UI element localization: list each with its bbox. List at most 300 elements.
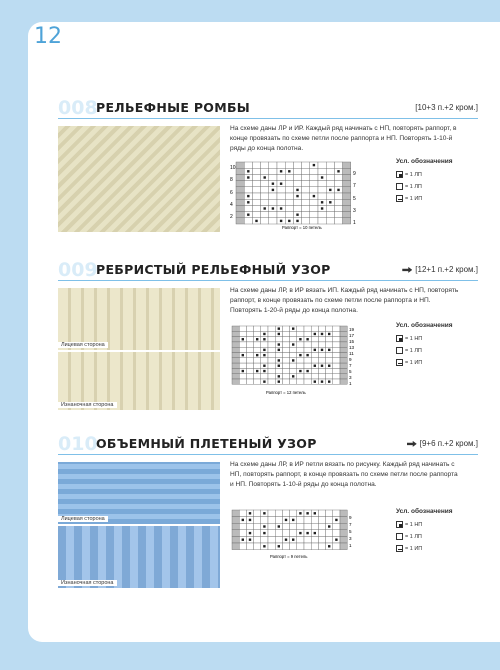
section-number: 008 bbox=[58, 97, 98, 119]
chart-cell bbox=[297, 363, 304, 368]
chart-cell bbox=[290, 530, 297, 537]
legend-title: Усл. обозначения bbox=[396, 508, 453, 515]
chart-cell bbox=[343, 212, 351, 218]
chart-stitch-mark bbox=[328, 380, 330, 382]
chart-stitch-mark bbox=[306, 512, 308, 514]
chart-cell bbox=[261, 193, 269, 199]
chart-cell bbox=[310, 174, 318, 180]
chart-cell bbox=[297, 536, 304, 543]
chart-cell bbox=[326, 218, 334, 224]
chart-cell bbox=[310, 181, 318, 187]
chart-row-label: 13 bbox=[349, 345, 355, 350]
chart-cell bbox=[285, 162, 293, 168]
chart-cell bbox=[246, 331, 253, 336]
chart-cell bbox=[290, 543, 297, 550]
chart-cell bbox=[340, 374, 347, 379]
chart-stitch-mark bbox=[296, 189, 298, 191]
chart-cell bbox=[333, 543, 340, 550]
legend-item: = 1 ИП bbox=[396, 545, 453, 557]
chart-cell bbox=[236, 193, 244, 199]
chart-cell bbox=[232, 363, 239, 368]
chart-cell bbox=[261, 517, 268, 524]
section-description: На схеме даны ЛР, в ИР вязать ИП. Каждый ряд начинать с НП, повторять раппорт, в конце провязать по схеме петли после раппорта и НП. Повторять 1-20-й ряды до конца полотна. bbox=[230, 287, 459, 314]
chart-stitch-mark bbox=[263, 349, 265, 351]
chart-cell bbox=[239, 530, 246, 537]
legend bbox=[396, 322, 453, 371]
chart-cell bbox=[318, 374, 325, 379]
section-title: РЕБРИСТЫЙ РЕЛЬЕФНЫЙ УЗОР bbox=[96, 262, 331, 277]
chart-cell bbox=[275, 353, 282, 358]
chart-cell bbox=[343, 174, 351, 180]
chart-cell bbox=[304, 363, 311, 368]
section-title: ОБЪЕМНЫЙ ПЛЕТЕНЫЙ УЗОР bbox=[96, 436, 317, 451]
chart-cell bbox=[343, 205, 351, 211]
chart-cell bbox=[246, 379, 253, 384]
section-repeat: [12+1 п.+2 кром.] bbox=[402, 265, 478, 274]
blank-cell-icon bbox=[396, 183, 403, 190]
chart-stitch-mark bbox=[278, 365, 280, 367]
chart-cell bbox=[246, 543, 253, 550]
chart-cell bbox=[282, 523, 289, 530]
chart-cell bbox=[261, 374, 268, 379]
chart-cell bbox=[285, 199, 293, 205]
chart-stitch-mark bbox=[242, 370, 244, 372]
chart-stitch-mark bbox=[278, 525, 280, 527]
chart-cell bbox=[302, 168, 310, 174]
section-header bbox=[58, 259, 478, 281]
chart-cell bbox=[232, 523, 239, 530]
chart-row-label: 7 bbox=[353, 183, 356, 189]
chart-cell bbox=[244, 205, 252, 211]
chart-stitch-mark bbox=[314, 380, 316, 382]
chart-cell bbox=[326, 162, 334, 168]
chart-stitch-mark bbox=[292, 539, 294, 541]
chart-cell bbox=[333, 347, 340, 352]
chart-stitch-mark bbox=[321, 207, 323, 209]
section-repeat: [10+3 п.+2 кром.] bbox=[415, 103, 478, 112]
stitch-chart bbox=[230, 508, 360, 565]
legend-item: = 1 ЛП bbox=[396, 533, 453, 545]
chart-stitch-mark bbox=[288, 170, 290, 172]
chart-cell bbox=[343, 187, 351, 193]
chart-cell bbox=[285, 212, 293, 218]
chart-cell bbox=[302, 218, 310, 224]
chart-cell bbox=[254, 374, 261, 379]
chart-cell bbox=[333, 337, 340, 342]
chart-cell bbox=[232, 337, 239, 342]
chart-cell bbox=[293, 168, 301, 174]
chart-cell bbox=[302, 181, 310, 187]
chart-cell bbox=[254, 530, 261, 537]
chart-cell bbox=[318, 510, 325, 517]
chart-cell bbox=[246, 347, 253, 352]
chart-cell bbox=[334, 181, 342, 187]
chart-cell bbox=[244, 162, 252, 168]
chart-cell bbox=[244, 181, 252, 187]
chart-cell bbox=[236, 205, 244, 211]
chart-cell bbox=[310, 187, 318, 193]
chart-cell bbox=[290, 353, 297, 358]
chart-cell bbox=[277, 212, 285, 218]
legend-item: = 1 ИП bbox=[396, 359, 453, 371]
chart-cell bbox=[340, 379, 347, 384]
chart-cell bbox=[326, 342, 333, 347]
chart-cell bbox=[311, 374, 318, 379]
photo-caption: Изнаночная сторона bbox=[58, 402, 117, 408]
chart-stitch-mark bbox=[249, 539, 251, 541]
chart-row-label: 1 bbox=[349, 543, 352, 548]
chart-cell bbox=[268, 358, 275, 363]
knit-sample-photo-back bbox=[58, 352, 220, 410]
chart-cell bbox=[333, 342, 340, 347]
chart-cell bbox=[277, 193, 285, 199]
chart-stitch-mark bbox=[314, 349, 316, 351]
chart-cell bbox=[268, 337, 275, 342]
chart-cell bbox=[254, 543, 261, 550]
section-header bbox=[58, 433, 478, 455]
chart-stitch-mark bbox=[242, 338, 244, 340]
chart-cell bbox=[236, 199, 244, 205]
knit-dot-icon bbox=[396, 171, 403, 178]
chart-row-label: 3 bbox=[353, 208, 356, 214]
chart-stitch-mark bbox=[263, 532, 265, 534]
chart-stitch-mark bbox=[328, 545, 330, 547]
chart-stitch-mark bbox=[288, 220, 290, 222]
chart-cell bbox=[318, 337, 325, 342]
chart-cell bbox=[297, 543, 304, 550]
chart-cell bbox=[318, 181, 326, 187]
chart-stitch-mark bbox=[335, 519, 337, 521]
chart-stitch-mark bbox=[306, 532, 308, 534]
chart-stitch-mark bbox=[292, 375, 294, 377]
chart-cell bbox=[333, 331, 340, 336]
chart-stitch-mark bbox=[321, 349, 323, 351]
chart-cell bbox=[232, 510, 239, 517]
chart-cell bbox=[232, 331, 239, 336]
chart-cell bbox=[326, 168, 334, 174]
section-description: На схеме даны ЛР и ИР. Каждый ряд начинать с НП, повторять раппорт, в конце провязать по схеме петли после раппорта и НП. Повторять 1-10-й ряды до конца полотна. bbox=[230, 125, 457, 152]
chart-cell bbox=[269, 168, 277, 174]
chart-stitch-mark bbox=[249, 512, 251, 514]
chart-cell bbox=[297, 326, 304, 331]
chart-cell bbox=[232, 379, 239, 384]
chart-cell bbox=[254, 358, 261, 363]
chart-cell bbox=[343, 168, 351, 174]
chart-stitch-mark bbox=[292, 519, 294, 521]
legend-item: = 1 НП bbox=[396, 521, 453, 533]
chart-cell bbox=[326, 212, 334, 218]
chart-cell bbox=[311, 543, 318, 550]
legend-title: Усл. обозначения bbox=[396, 322, 453, 329]
chart-row-label: 17 bbox=[349, 333, 355, 338]
chart-cell bbox=[268, 363, 275, 368]
chart-cell bbox=[343, 162, 351, 168]
legend-item: = 1 ЛП bbox=[396, 183, 453, 195]
chart-cell bbox=[252, 168, 260, 174]
chart-cell bbox=[268, 536, 275, 543]
chart-cell bbox=[246, 363, 253, 368]
chart-cell bbox=[254, 363, 261, 368]
photo-caption: Изнаночная сторона bbox=[58, 580, 117, 586]
chart-row-label: 9 bbox=[349, 357, 352, 362]
pattern-section-008 bbox=[58, 97, 478, 250]
chart-cell bbox=[334, 205, 342, 211]
chart-cell bbox=[293, 162, 301, 168]
chart-cell bbox=[282, 342, 289, 347]
chart-cell bbox=[304, 358, 311, 363]
chart-cell bbox=[318, 523, 325, 530]
chart-cell bbox=[318, 187, 326, 193]
knit-sample-photo bbox=[58, 126, 220, 232]
chart-stitch-mark bbox=[263, 354, 265, 356]
chart-cell bbox=[304, 331, 311, 336]
stitch-chart-svg bbox=[230, 508, 360, 560]
chart-cell bbox=[261, 342, 268, 347]
chart-cell bbox=[290, 347, 297, 352]
chart-cell bbox=[304, 379, 311, 384]
chart-cell bbox=[290, 510, 297, 517]
chart-cell bbox=[232, 353, 239, 358]
chart-cell bbox=[318, 543, 325, 550]
chart-cell bbox=[302, 193, 310, 199]
chart-cell bbox=[302, 205, 310, 211]
chart-cell bbox=[261, 187, 269, 193]
chart-cell bbox=[239, 331, 246, 336]
section-description: На схеме даны ЛР, в ИР петли вязать по рисунку. Каждый ряд начинать с НП, повторять раппорт, в конце провязать по схеме петли после раппорта и НП. Повторять 1-10-й ряды до конца полотна. bbox=[230, 461, 458, 488]
chart-cell bbox=[297, 517, 304, 524]
chart-cell bbox=[277, 174, 285, 180]
chart-stitch-mark bbox=[314, 365, 316, 367]
chart-row-label: 9 bbox=[349, 515, 352, 520]
chart-cell bbox=[333, 510, 340, 517]
section-title: РЕЛЬЕФНЫЕ РОМБЫ bbox=[96, 100, 251, 115]
chart-stitch-mark bbox=[263, 380, 265, 382]
chart-cell bbox=[297, 379, 304, 384]
chart-row-label: 4 bbox=[230, 202, 233, 208]
chart-cell bbox=[318, 353, 325, 358]
chart-cell bbox=[236, 218, 244, 224]
chart-stitch-mark bbox=[337, 189, 339, 191]
chart-stitch-mark bbox=[247, 195, 249, 197]
knit-sample-photo-back bbox=[58, 526, 220, 588]
chart-cell bbox=[318, 218, 326, 224]
chart-cell bbox=[236, 181, 244, 187]
chart-cell bbox=[254, 326, 261, 331]
chart-row-label: 5 bbox=[353, 196, 356, 202]
chart-cell bbox=[302, 199, 310, 205]
chart-cell bbox=[282, 363, 289, 368]
chart-cell bbox=[311, 523, 318, 530]
chart-cell bbox=[268, 331, 275, 336]
chart-cell bbox=[302, 187, 310, 193]
chart-cell bbox=[261, 199, 269, 205]
chart-stitch-mark bbox=[256, 338, 258, 340]
chart-cell bbox=[318, 358, 325, 363]
chart-cell bbox=[239, 523, 246, 530]
chart-stitch-mark bbox=[321, 333, 323, 335]
chart-stitch-mark bbox=[313, 195, 315, 197]
chart-stitch-mark bbox=[263, 512, 265, 514]
legend-item: = 1 ЛП bbox=[396, 171, 453, 183]
chart-cell bbox=[282, 331, 289, 336]
chart-cell bbox=[340, 342, 347, 347]
chart-row-label: 1 bbox=[353, 220, 356, 226]
chart-cell bbox=[334, 212, 342, 218]
chart-cell bbox=[254, 536, 261, 543]
chart-cell bbox=[318, 168, 326, 174]
chart-row-label: 10 bbox=[230, 165, 236, 171]
chart-stitch-mark bbox=[247, 176, 249, 178]
chart-stitch-mark bbox=[292, 343, 294, 345]
chart-cell bbox=[239, 342, 246, 347]
chart-stitch-mark bbox=[329, 201, 331, 203]
chart-cell bbox=[285, 205, 293, 211]
chart-cell bbox=[285, 181, 293, 187]
stitch-chart-svg bbox=[230, 324, 360, 398]
chart-row-label: 9 bbox=[353, 171, 356, 177]
chart-cell bbox=[297, 342, 304, 347]
chart-cell bbox=[318, 517, 325, 524]
chart-cell bbox=[254, 331, 261, 336]
chart-cell bbox=[326, 353, 333, 358]
chart-stitch-mark bbox=[314, 512, 316, 514]
chart-row-label: 19 bbox=[349, 327, 355, 332]
legend-item: = 1 НП bbox=[396, 335, 453, 347]
chart-cell bbox=[252, 193, 260, 199]
stitch-chart bbox=[230, 324, 360, 403]
chart-stitch-mark bbox=[306, 338, 308, 340]
chart-cell bbox=[269, 193, 277, 199]
chart-cell bbox=[246, 326, 253, 331]
chart-stitch-mark bbox=[296, 195, 298, 197]
chart-stitch-mark bbox=[299, 338, 301, 340]
chart-stitch-mark bbox=[328, 365, 330, 367]
chart-cell bbox=[244, 187, 252, 193]
chart-cell bbox=[343, 181, 351, 187]
chart-cell bbox=[340, 523, 347, 530]
chart-repeat-label: Раппорт = 9 петель bbox=[270, 554, 308, 559]
chart-cell bbox=[318, 193, 326, 199]
chart-cell bbox=[275, 368, 282, 373]
chart-stitch-mark bbox=[328, 349, 330, 351]
chart-cell bbox=[268, 523, 275, 530]
chart-cell bbox=[252, 174, 260, 180]
chart-stitch-mark bbox=[328, 333, 330, 335]
chart-cell bbox=[310, 205, 318, 211]
chart-cell bbox=[232, 517, 239, 524]
chart-row-label: 3 bbox=[349, 375, 352, 380]
chart-row-label: 3 bbox=[349, 536, 352, 541]
chart-stitch-mark bbox=[249, 519, 251, 521]
chart-cell bbox=[261, 536, 268, 543]
chart-cell bbox=[304, 536, 311, 543]
chart-cell bbox=[343, 193, 351, 199]
chart-cell bbox=[232, 530, 239, 537]
chart-stitch-mark bbox=[263, 365, 265, 367]
knit-dot-icon bbox=[396, 335, 403, 342]
chart-cell bbox=[239, 358, 246, 363]
chart-cell bbox=[268, 374, 275, 379]
chart-stitch-mark bbox=[280, 207, 282, 209]
chart-row-label: 5 bbox=[349, 529, 352, 534]
section-number: 010 bbox=[58, 433, 98, 455]
chart-cell bbox=[252, 199, 260, 205]
chart-stitch-mark bbox=[299, 512, 301, 514]
chart-cell bbox=[340, 536, 347, 543]
chart-row-label: 5 bbox=[349, 369, 352, 374]
chart-cell bbox=[333, 358, 340, 363]
chart-cell bbox=[261, 168, 269, 174]
chart-cell bbox=[268, 530, 275, 537]
chart-row-label: 1 bbox=[349, 381, 352, 386]
chart-cell bbox=[326, 374, 333, 379]
chart-cell bbox=[285, 193, 293, 199]
legend bbox=[396, 158, 453, 207]
arrow-right-icon bbox=[407, 441, 417, 447]
chart-cell bbox=[318, 326, 325, 331]
chart-stitch-mark bbox=[278, 545, 280, 547]
chart-stitch-mark bbox=[335, 539, 337, 541]
chart-stitch-mark bbox=[256, 370, 258, 372]
chart-cell bbox=[311, 353, 318, 358]
chart-cell bbox=[269, 212, 277, 218]
chart-cell bbox=[239, 326, 246, 331]
stitch-chart bbox=[230, 160, 360, 235]
chart-stitch-mark bbox=[247, 201, 249, 203]
chart-stitch-mark bbox=[292, 359, 294, 361]
chart-cell bbox=[311, 368, 318, 373]
legend bbox=[396, 508, 453, 557]
chart-cell bbox=[232, 374, 239, 379]
knit-sample-photo-front bbox=[58, 288, 220, 350]
chart-cell bbox=[252, 187, 260, 193]
chart-stitch-mark bbox=[280, 183, 282, 185]
chart-cell bbox=[333, 523, 340, 530]
chart-cell bbox=[340, 517, 347, 524]
purl-dash-icon bbox=[396, 195, 403, 202]
chart-cell bbox=[318, 536, 325, 543]
purl-dash-icon bbox=[396, 545, 403, 552]
chart-stitch-mark bbox=[247, 214, 249, 216]
chart-cell bbox=[246, 374, 253, 379]
chart-cell bbox=[261, 162, 269, 168]
chart-cell bbox=[302, 174, 310, 180]
chart-cell bbox=[318, 212, 326, 218]
chart-row-label: 11 bbox=[349, 351, 354, 356]
chart-stitch-mark bbox=[285, 519, 287, 521]
chart-cell bbox=[333, 530, 340, 537]
chart-cell bbox=[285, 187, 293, 193]
chart-cell bbox=[326, 181, 334, 187]
chart-stitch-mark bbox=[306, 370, 308, 372]
pattern-section-009 bbox=[58, 259, 478, 422]
chart-cell bbox=[246, 353, 253, 358]
chart-stitch-mark bbox=[249, 532, 251, 534]
chart-cell bbox=[254, 510, 261, 517]
chart-stitch-mark bbox=[272, 189, 274, 191]
chart-cell bbox=[268, 517, 275, 524]
chart-cell bbox=[333, 363, 340, 368]
chart-row-label: 15 bbox=[349, 339, 355, 344]
chart-cell bbox=[232, 342, 239, 347]
chart-cell bbox=[290, 331, 297, 336]
chart-cell bbox=[297, 523, 304, 530]
chart-cell bbox=[340, 337, 347, 342]
chart-stitch-mark bbox=[263, 525, 265, 527]
chart-cell bbox=[333, 374, 340, 379]
chart-cell bbox=[268, 510, 275, 517]
chart-cell bbox=[340, 326, 347, 331]
